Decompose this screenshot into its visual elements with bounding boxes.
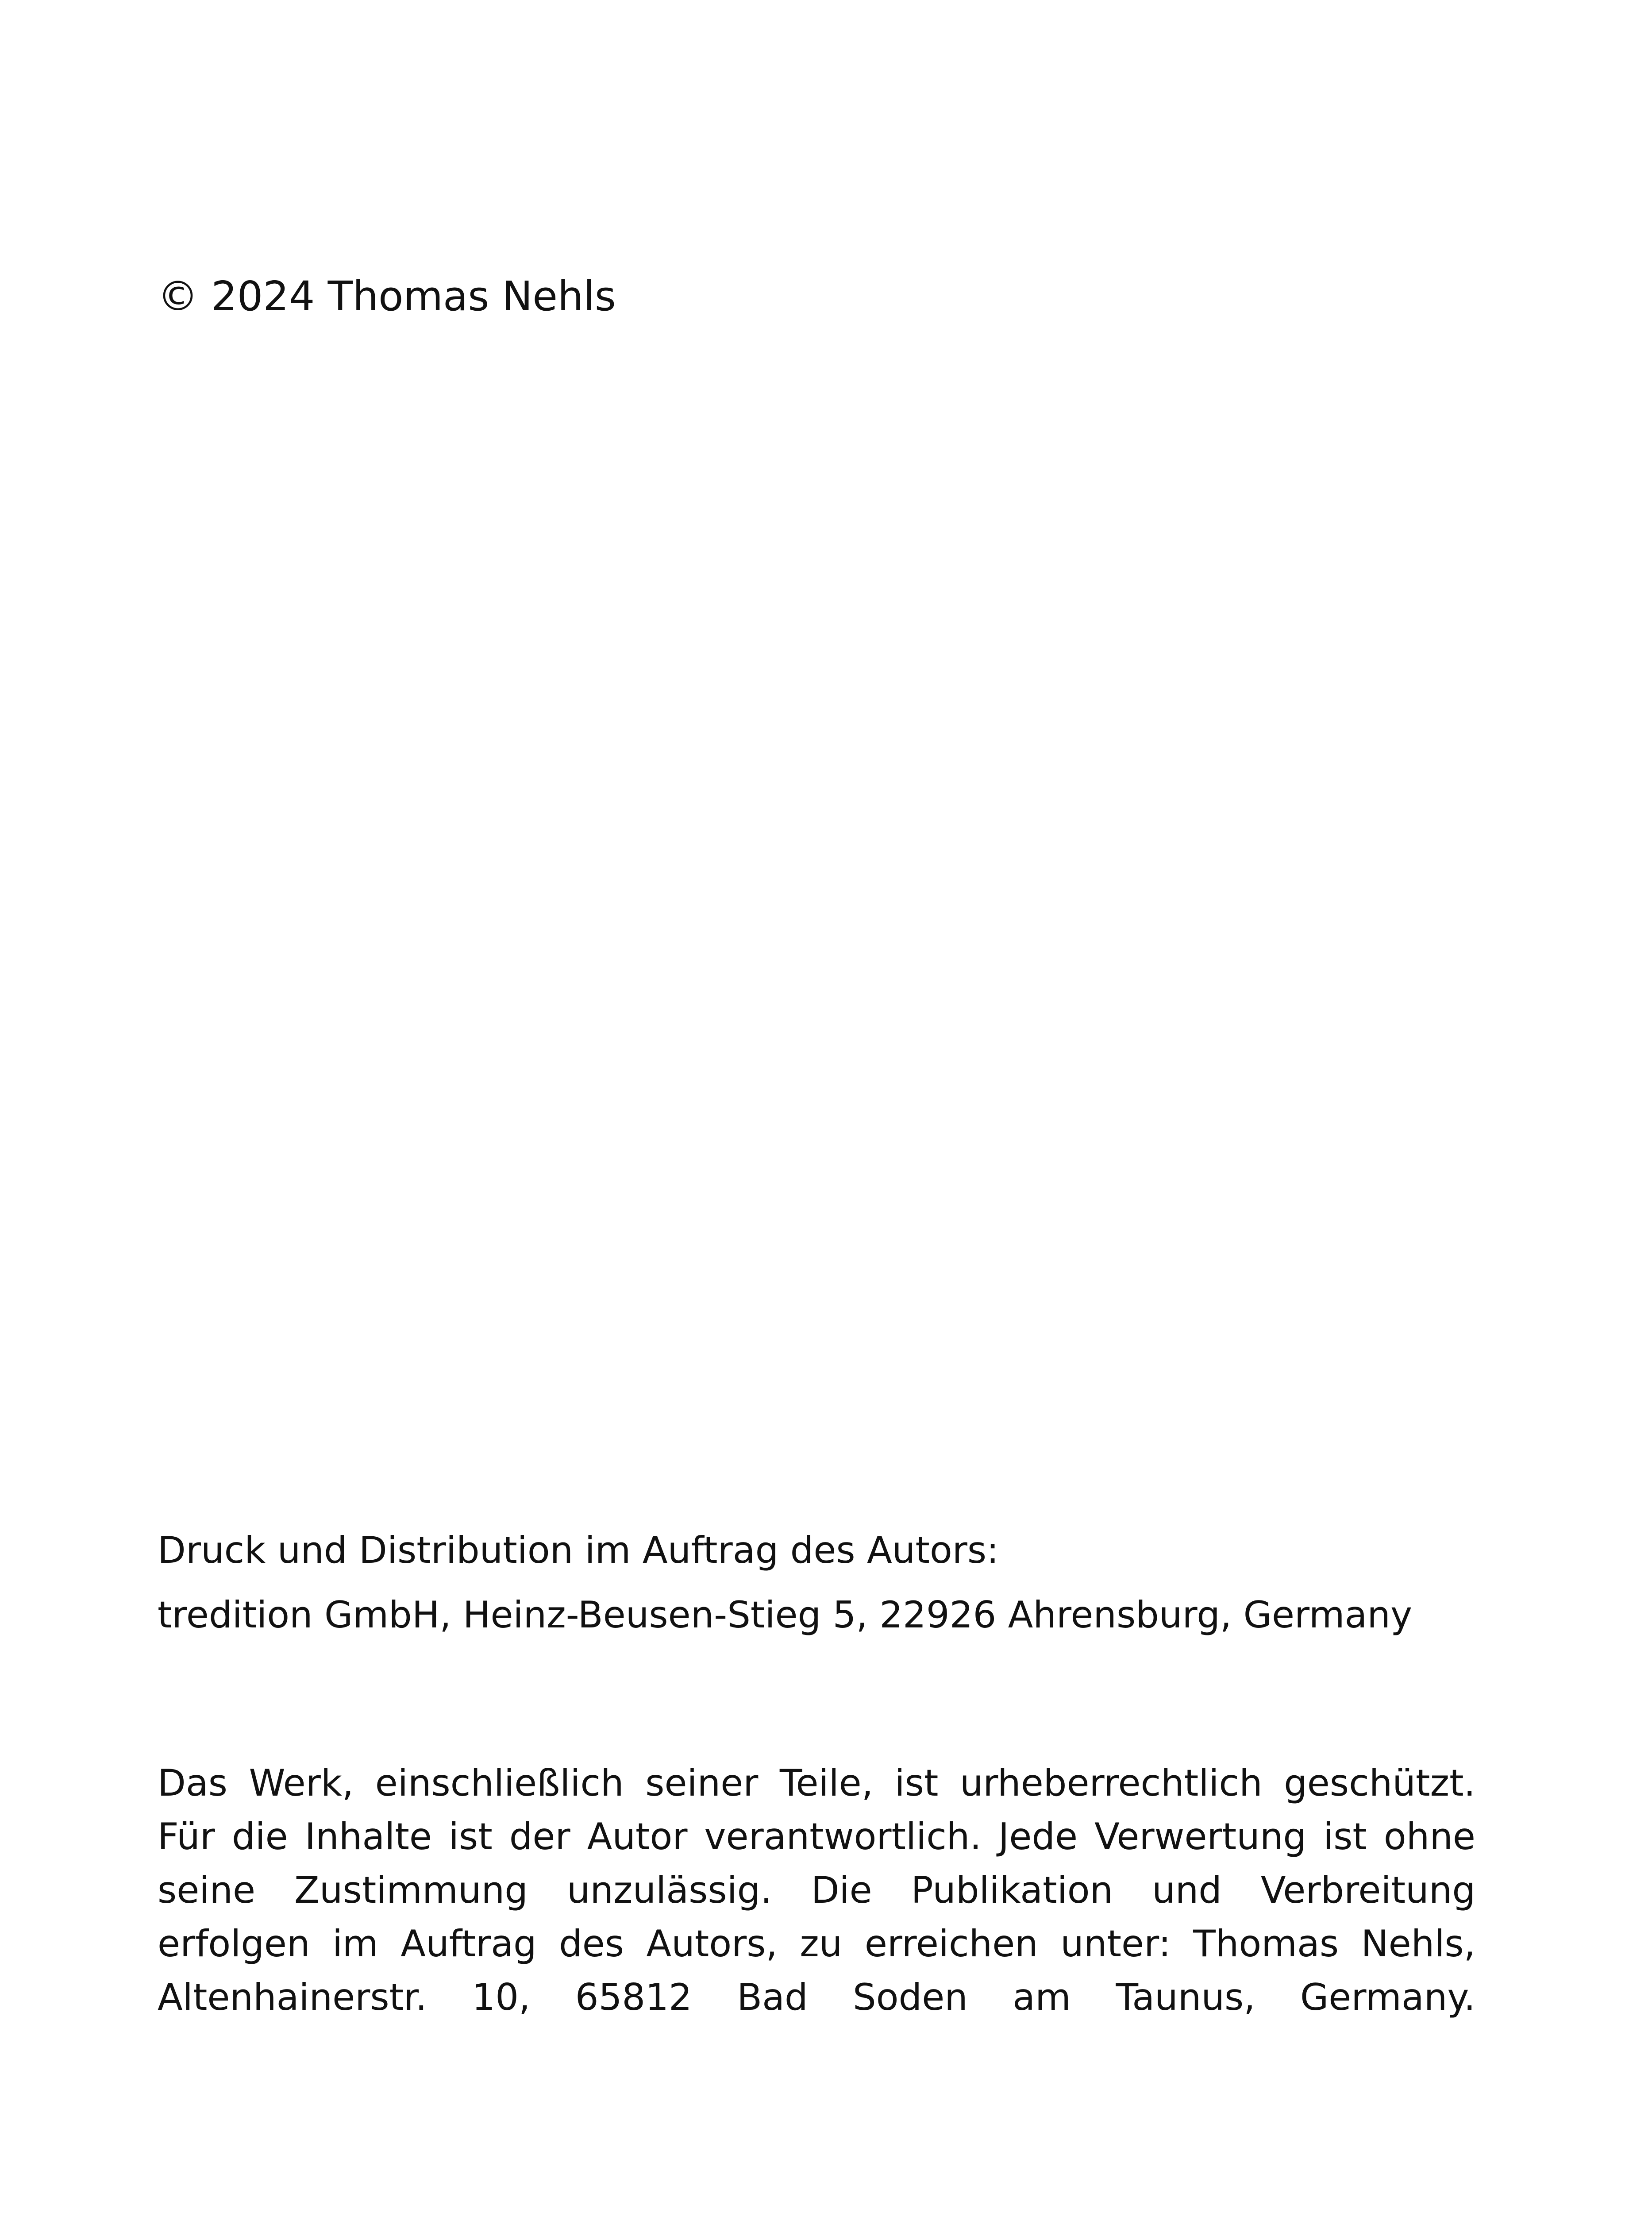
copyright-notice: © 2024 Thomas Nehls — [158, 273, 616, 320]
publisher-address: tredition GmbH, Heinz-Beusen-Stieg 5, 22926 Ahrensburg, Germany — [158, 1593, 1413, 1636]
print-distribution-info — [158, 1518, 1485, 1647]
print-info-heading: Druck und Distribution im Auftrag des Autors: — [158, 1529, 999, 1572]
legal-notice: Das Werk, einschließlich seiner Teile, ist urheberrechtlich geschützt. Für die Inhalte ist der Autor verantwortlich. Jede Verwertung ist ohne seine Zustimmung unzulässig. Die Publikation und Verbreitung erfolgen im Auftrag des Autors, zu erreichen unter: Thomas Nehls, Altenhainerstr. 10, 65812 Bad Soden am Taunus, Germany. — [158, 1762, 1475, 2019]
